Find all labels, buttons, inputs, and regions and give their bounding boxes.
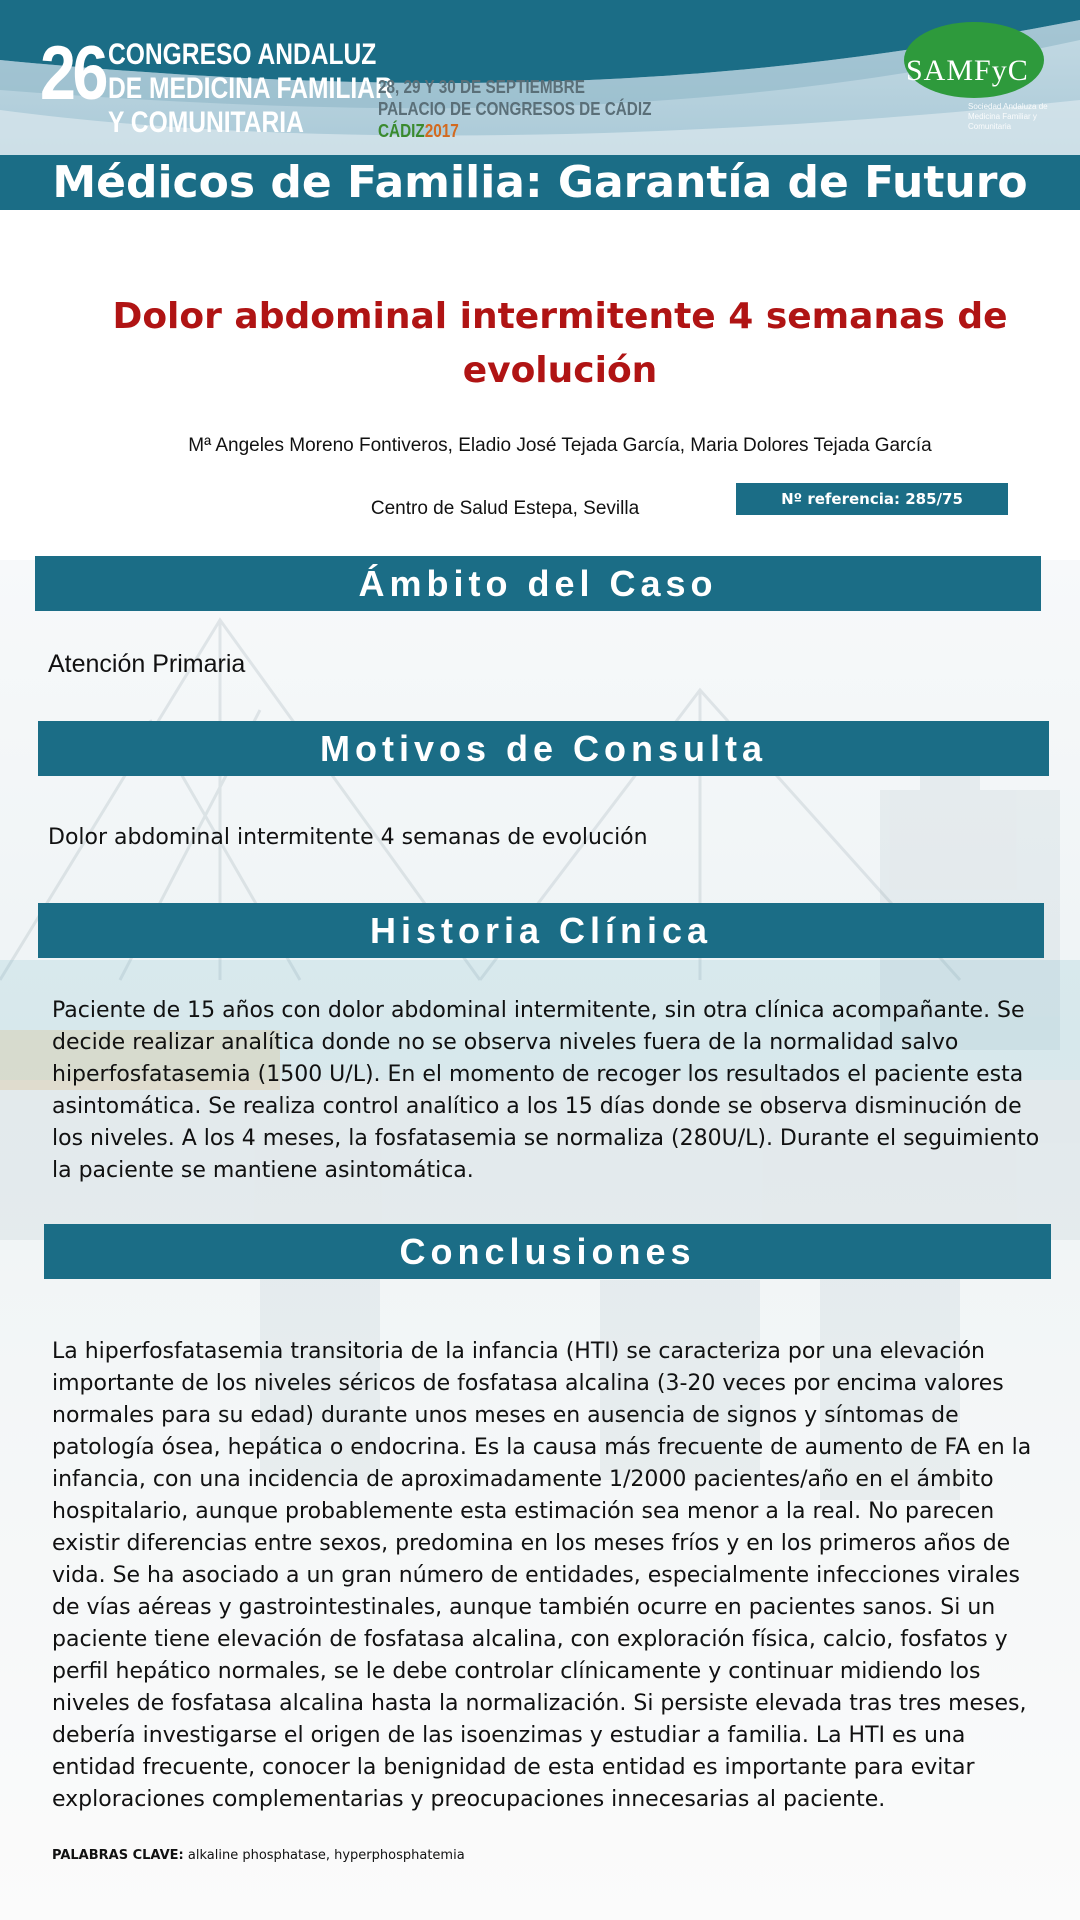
congress-line-2: DE MEDICINA FAMILIAR <box>108 72 393 105</box>
congress-city: CÁDIZ <box>378 121 425 141</box>
slogan: Médicos de Familia: Garantía de Futuro <box>52 157 1028 208</box>
congress-venue: PALACIO DE CONGRESOS DE CÁDIZ <box>378 99 652 119</box>
section-header-ambito: Ámbito del Caso <box>35 556 1041 611</box>
congress-city-year <box>378 120 651 142</box>
section-header-historia: Historia Clínica <box>38 903 1044 958</box>
congress-number: 26 <box>40 31 106 116</box>
samfyc-logo-subtitle: Sociedad Andaluza de Medicina Familiar y Comunitaria <box>968 102 1048 131</box>
congress-year: 2017 <box>424 121 459 141</box>
reference-badge: Nº referencia: 285/75 <box>736 483 1008 515</box>
congress-dates: 28, 29 Y 30 DE SEPTIEMBRE <box>378 77 585 97</box>
historia-text: Paciente de 15 años con dolor abdominal intermitente, sin otra clínica acompañante. Se decide realizar analítica donde no se observa niveles fuera de la normalidad salvo hiperfosfatasemia (1500 U/L). En el momento de recoger los resultados el paciente esta asintomática. Se realiza control analítico a los 15 días donde se observa disminución de los niveles. A los 4 meses, la fosfatasemia se normaliza (280U/L). Durante el seguimiento la paciente se mantiene asintomática. <box>52 998 1040 1183</box>
congress-banner <box>0 0 1080 155</box>
samfyc-logo-text: SAMFyC <box>906 54 1029 87</box>
congress-line-1: CONGRESO ANDALUZ <box>108 38 377 71</box>
poster-authors: Mª Angeles Moreno Fontiveros, Eladio José Tejada García, Maria Dolores Tejada García <box>188 435 932 456</box>
congress-info <box>378 76 651 142</box>
conclusiones-text: La hiperfosfatasemia transitoria de la infancia (HTI) se caracteriza por una elevación importante de los niveles séricos de fosfatasa alcalina (3-20 veces por encima valores normales para su edad) durante unos meses en ausencia de signos y síntomas de patología ósea, hepática o endocrina. Es la causa más frecuente de aumento de FA en la infancia, con una incidencia de aproximadamente 1/2000 pacientes/año en el ámbito hospitalario, aunque probablemente esta estimación sea menor a la real. No parecen existir diferencias entre sexos, predomina en los meses fríos y en los primeros años de vida. Se ha asociado a un gran número de entidades, especialmente infecciones virales de vías aéreas y gastrointestinales, aunque también ocurre en pacientes sanos. Si un paciente tiene elevación de fosfatasa alcalina, con exploración física, calcio, fosfatos y perfil hepático normales, se le debe controlar clínicamente y continuar midiendo los niveles de fosfatasa alcalina hasta la normalización. Si persiste elevada tras tres meses, debería investigarse el origen de las isoenzimas y estudiar a familia. La HTI es una entidad frecuente, conocer la benignidad de esta entidad es importante para evitar exploraciones complementarias y preocupaciones innecesarias al paciente. <box>52 1339 1032 1812</box>
keywords-value: alkaline phosphatase, hyperphosphatemia <box>187 1848 465 1863</box>
keywords-label: PALABRAS CLAVE: <box>52 1848 184 1863</box>
ambito-text: Atención Primaria <box>48 650 246 678</box>
section-header-motivos: Motivos de Consulta <box>38 721 1049 776</box>
congress-name <box>108 38 393 140</box>
poster-title: Dolor abdominal intermitente 4 semanas de evolución <box>112 296 1008 391</box>
keywords <box>52 1848 465 1863</box>
slogan-bar <box>0 155 1080 210</box>
motivos-text: Dolor abdominal intermitente 4 semanas de evolución <box>48 825 648 850</box>
section-header-conclusiones: Conclusiones <box>44 1224 1051 1279</box>
health-center: Centro de Salud Estepa, Sevilla <box>370 498 640 519</box>
congress-line-3: Y COMUNITARIA <box>108 106 304 139</box>
